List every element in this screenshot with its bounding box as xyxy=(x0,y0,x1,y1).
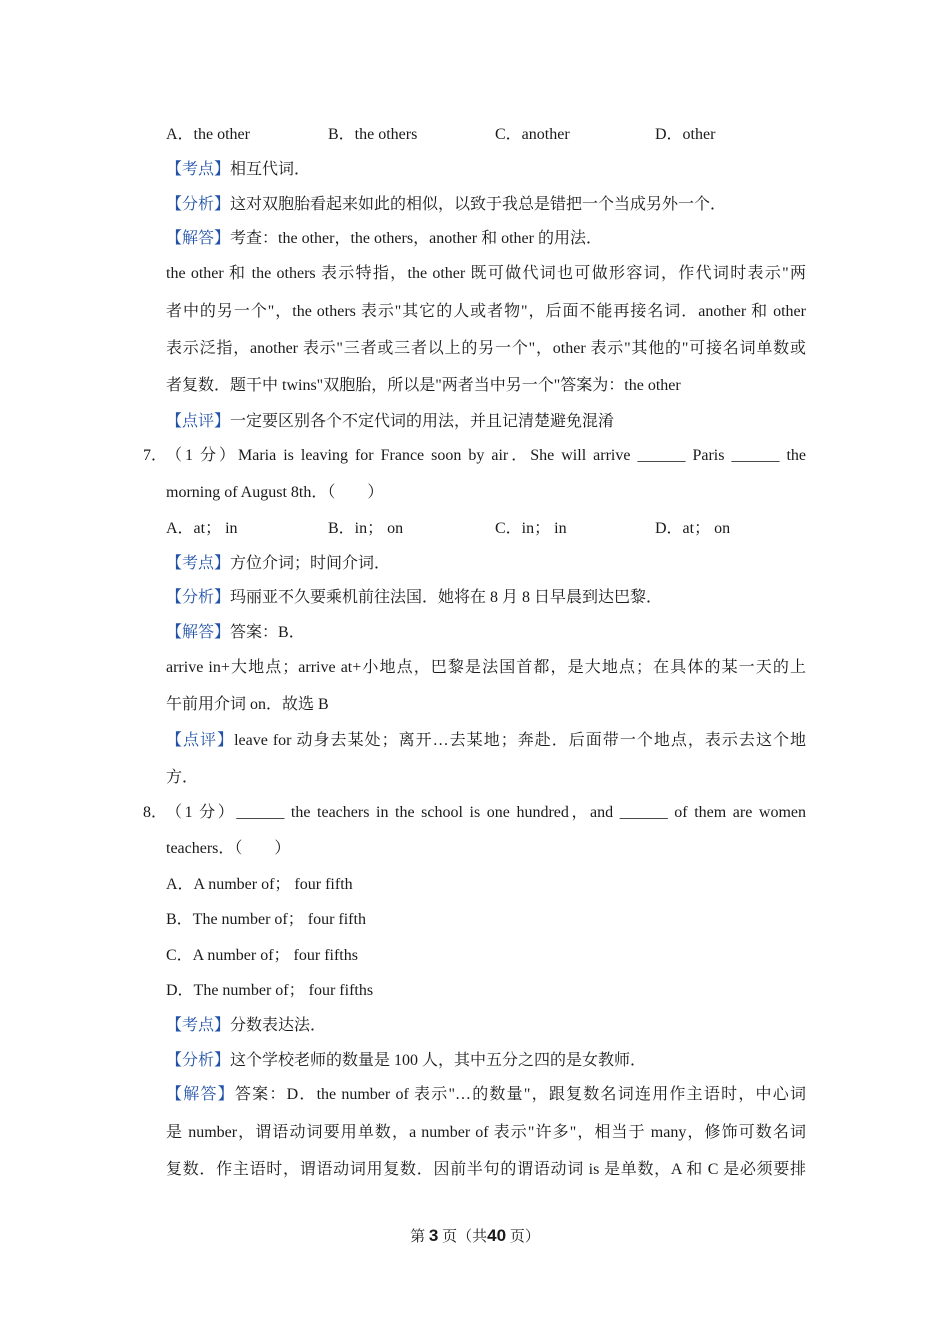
q8-stem-line: （1 分）______ the teachers in the school is one hundred，and ______ of them are women xyxy=(166,804,806,821)
footer-post: 页） xyxy=(509,1229,540,1245)
q8-explain-line: 是 number，谓语动词要用单数，a number of 表示"许多"，相当于 many，修饰可数名词 xyxy=(166,1124,806,1141)
q8-kaodian xyxy=(166,1016,806,1036)
q7-option-d: D．at； on xyxy=(655,520,731,537)
q8-stem-line: teachers．（ ） xyxy=(166,840,291,857)
q7-option-a: A．at； in xyxy=(166,520,238,537)
kaodian-text: 方位介词；时间介词． xyxy=(230,555,391,572)
page-number: 3 xyxy=(428,1226,439,1245)
dianping-tag: 【点评】 xyxy=(166,732,235,749)
kaodian-text: 相互代词． xyxy=(230,161,311,178)
q6-option-c: C．another xyxy=(495,126,570,143)
q6-jieda xyxy=(166,229,806,249)
q8-explain-line: 复数．作主语时，谓语动词用复数．因前半句的谓语动词 is 是单数，A 和 C 是必须要排 xyxy=(166,1161,806,1178)
kaodian-tag: 【考点】 xyxy=(166,555,231,572)
q7-stem-line: morning of August 8th．（ ） xyxy=(166,484,384,501)
q8-option-b: B．The number of； four fifth xyxy=(166,911,366,928)
q6-kaodian xyxy=(166,160,806,180)
dianping-tag: 【点评】 xyxy=(166,413,231,430)
q7-explain-line: 午前用介词 on．故选 B xyxy=(166,696,329,713)
fenxi-tag: 【分析】 xyxy=(166,1052,231,1069)
jieda-text: 答案：B． xyxy=(230,624,305,641)
fenxi-text: 玛丽亚不久要乘机前往法国．她将在 8 月 8 日早晨到达巴黎． xyxy=(230,589,663,606)
q6-explain-line: 者中的另一个"，the others 表示"其它的人或者物"，后面不能再接名词．another 和 other xyxy=(166,303,806,320)
kaodian-tag: 【考点】 xyxy=(166,161,231,178)
q6-option-a: A．the other xyxy=(166,126,250,143)
jieda-text: 考查：the other，the others，another 和 other 的用法． xyxy=(230,230,602,247)
q8-option-a: A．A number of； four fifth xyxy=(166,876,353,893)
q6-dianping xyxy=(166,412,806,432)
q7-stem-line: （1 分）Maria is leaving for France soon by air．She will arrive ______ Paris ______ the xyxy=(166,447,806,464)
q7-option-c: C．in； in xyxy=(495,520,567,537)
total-pages: 40 xyxy=(487,1226,507,1245)
kaodian-text: 分数表达法． xyxy=(230,1017,327,1034)
jieda-tag: 【解答】 xyxy=(166,230,231,247)
q6-fenxi xyxy=(166,195,806,215)
dianping-text: leave for 动身去某处；离开…去某地；奔赴．后面带一个地点，表示去这个地 xyxy=(234,732,806,749)
q7-option-b: B．in； on xyxy=(328,520,404,537)
dianping-text: 一定要区别各个不定代词的用法，并且记清楚避免混淆 xyxy=(230,413,615,430)
q8-number: 8． xyxy=(143,804,168,821)
q8-option-d: D．The number of； four fifths xyxy=(166,982,374,999)
q7-jieda xyxy=(166,623,806,643)
q8-jieda xyxy=(166,1085,806,1105)
q6-explain-line: 者复数．题干中 twins"双胞胎，所以是"两者当中另一个"答案为：the other xyxy=(166,377,681,394)
q7-kaodian xyxy=(166,554,806,574)
q6-explain-line: 表示泛指，another 表示"三者或三者以上的另一个"，other 表示"其他的"可接名词单数或 xyxy=(166,340,806,357)
q6-option-d: D．other xyxy=(655,126,716,143)
jieda-text: 答案：D．the number of 表示"…的数量"，跟复数名词连用作主语时，中心词 xyxy=(234,1086,806,1103)
footer-mid: 页（共 xyxy=(442,1229,488,1245)
q7-dianping-cont: 方． xyxy=(166,769,199,786)
q6-explain-line: the other 和 the others 表示特指，the other 既可做代词也可做形容词，作代词时表示"两 xyxy=(166,265,806,282)
q6-option-b: B．the others xyxy=(328,126,418,143)
jieda-tag: 【解答】 xyxy=(166,624,231,641)
footer-pre: 第 xyxy=(410,1229,426,1245)
fenxi-text: 这个学校老师的数量是 100 人，其中五分之四的是女教师． xyxy=(230,1052,647,1069)
q7-number: 7． xyxy=(143,447,168,464)
fenxi-text: 这对双胞胎看起来如此的相似，以致于我总是错把一个当成另外一个． xyxy=(230,196,727,213)
fenxi-tag: 【分析】 xyxy=(166,589,231,606)
q8-option-c: C．A number of； four fifths xyxy=(166,947,358,964)
q8-fenxi xyxy=(166,1051,806,1071)
kaodian-tag: 【考点】 xyxy=(166,1017,231,1034)
q7-fenxi xyxy=(166,588,806,608)
q7-explain-line: arrive in+大地点；arrive at+小地点，巴黎是法国首都，是大地点；在具体的某一天的上 xyxy=(166,659,806,676)
page-footer xyxy=(0,1226,950,1247)
jieda-tag: 【解答】 xyxy=(166,1086,235,1103)
fenxi-tag: 【分析】 xyxy=(166,196,231,213)
q7-dianping xyxy=(166,731,806,751)
